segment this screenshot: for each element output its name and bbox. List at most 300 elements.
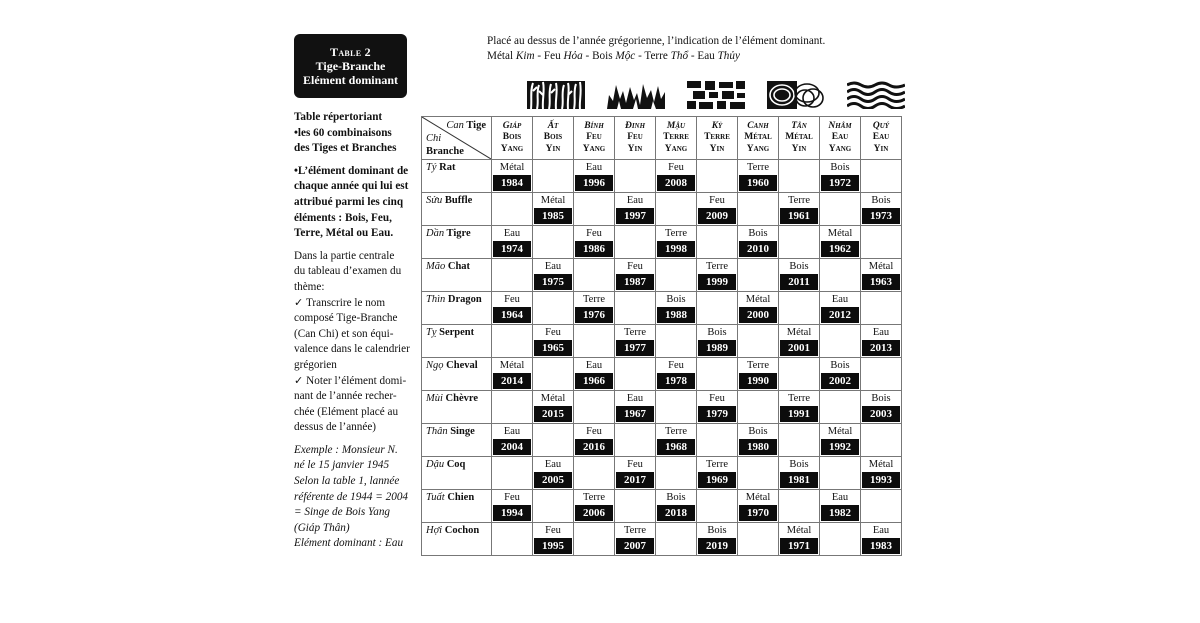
cell-year: 2006 xyxy=(575,505,613,521)
cell-element: Eau xyxy=(503,228,521,239)
caption-segment: - Feu xyxy=(534,50,564,62)
row-animal: Singe xyxy=(447,426,475,437)
table-cell xyxy=(615,424,656,457)
row-chi: Tý xyxy=(426,162,437,173)
cell-year: 1964 xyxy=(493,307,531,323)
table-cell xyxy=(656,226,697,259)
table-cell xyxy=(779,457,820,490)
column-element: Eau xyxy=(872,132,890,143)
cell-year: 2016 xyxy=(575,439,613,455)
cell-element: Métal xyxy=(786,525,812,536)
branche-label: Branche xyxy=(426,146,464,157)
sidebar-line: Selon la table 1, lannée xyxy=(294,475,400,488)
cell-year: 2004 xyxy=(493,439,531,455)
table-row xyxy=(422,160,902,193)
column-element: Métal xyxy=(744,132,772,143)
table-cell xyxy=(738,358,779,391)
table-cell xyxy=(492,292,533,325)
table-cell xyxy=(738,391,779,424)
table-cell xyxy=(615,325,656,358)
cell-year: 1968 xyxy=(657,439,695,455)
cell-element: Feu xyxy=(668,360,684,371)
row-chi: Sửu xyxy=(426,195,443,206)
table-cell xyxy=(738,193,779,226)
table-cell xyxy=(615,292,656,325)
column-header-7 xyxy=(779,117,820,160)
table-cell xyxy=(697,424,738,457)
table-cell xyxy=(697,325,738,358)
cell-element: Métal xyxy=(827,426,853,437)
column-can: Ất xyxy=(547,120,559,131)
table-row xyxy=(422,358,902,391)
table-cell xyxy=(820,457,861,490)
column-polarity: Yin xyxy=(545,143,561,154)
table-cell xyxy=(697,226,738,259)
column-element: Bois xyxy=(502,132,522,143)
cell-year: 2014 xyxy=(493,373,531,389)
column-header-8 xyxy=(820,117,861,160)
cell-element: Bois xyxy=(748,228,768,239)
table-cell xyxy=(615,391,656,424)
row-animal: Dragon xyxy=(445,294,482,305)
sidebar-line: ✓ Noter l’élément domi- xyxy=(294,374,407,387)
table-cell xyxy=(656,424,697,457)
table-cell xyxy=(738,490,779,523)
cell-year: 1981 xyxy=(780,472,818,488)
sidebar-line: •les 60 combinaisons xyxy=(294,126,392,139)
cell-year: 2019 xyxy=(698,538,736,554)
cell-year: 1967 xyxy=(616,406,654,422)
row-animal: Serpent xyxy=(436,327,475,338)
row-animal: Tigre xyxy=(444,228,471,239)
cell-year: 1982 xyxy=(821,505,859,521)
table-cell xyxy=(779,325,820,358)
row-chi: Thìn xyxy=(426,294,446,305)
table-cell xyxy=(697,523,738,556)
column-header-6 xyxy=(738,117,779,160)
column-can: Canh xyxy=(747,120,769,131)
row-header xyxy=(422,193,492,226)
table-cell xyxy=(861,325,902,358)
column-polarity: Yin xyxy=(709,143,725,154)
table-cell xyxy=(738,259,779,292)
cell-year: 1962 xyxy=(821,241,859,257)
cell-year: 2001 xyxy=(780,340,818,356)
table-cell xyxy=(738,160,779,193)
sidebar-example xyxy=(294,443,414,552)
table-cell xyxy=(861,358,902,391)
table-cell xyxy=(533,193,574,226)
column-element: Feu xyxy=(586,132,602,143)
cell-element: Métal xyxy=(868,261,894,272)
row-chi: Tỵ xyxy=(426,327,437,338)
sidebar-line: (Can Chi) et son équi- xyxy=(294,327,394,340)
table-cell xyxy=(861,160,902,193)
cell-element: Eau xyxy=(626,195,644,206)
row-header xyxy=(422,457,492,490)
table-cell xyxy=(861,193,902,226)
table-row xyxy=(422,325,902,358)
sidebar-line: du tableau d’examen du xyxy=(294,265,402,278)
cell-year: 1997 xyxy=(616,208,654,224)
row-animal: Rat xyxy=(436,162,456,173)
column-header-3 xyxy=(615,117,656,160)
table-cell xyxy=(738,523,779,556)
sidebar-line: dessus de l’année) xyxy=(294,421,377,434)
cell-year: 1992 xyxy=(821,439,859,455)
cell-element: Feu xyxy=(586,426,602,437)
row-chi: Mão xyxy=(426,261,446,272)
table-cell xyxy=(861,292,902,325)
column-header-2 xyxy=(574,117,615,160)
table-cell xyxy=(779,424,820,457)
table-cell xyxy=(656,292,697,325)
table-cell xyxy=(533,226,574,259)
row-header xyxy=(422,160,492,193)
cell-year: 1980 xyxy=(739,439,777,455)
table-cell xyxy=(697,160,738,193)
table-cell xyxy=(697,457,738,490)
row-header xyxy=(422,226,492,259)
column-can: Mậu xyxy=(666,120,686,131)
table-cell xyxy=(861,226,902,259)
caption-segment: Mộc xyxy=(615,50,636,62)
cell-element: Terre xyxy=(583,492,605,503)
caption-segment: Thủy xyxy=(717,50,740,62)
table-cell xyxy=(492,226,533,259)
table-row xyxy=(422,391,902,424)
cell-year: 1999 xyxy=(698,274,736,290)
table-cell xyxy=(615,259,656,292)
element-caption xyxy=(487,34,825,64)
sidebar-line: des Tiges et Branches xyxy=(294,142,397,155)
cell-element: Feu xyxy=(545,525,561,536)
cell-year: 1993 xyxy=(862,472,900,488)
table-cell xyxy=(574,424,615,457)
caption-segment: Métal xyxy=(487,50,516,62)
cell-element: Eau xyxy=(831,294,849,305)
caption-segment: - Eau xyxy=(688,50,718,62)
cell-element: Terre xyxy=(624,525,646,536)
table-cell xyxy=(697,259,738,292)
cell-element: Terre xyxy=(788,393,810,404)
table-row xyxy=(422,457,902,490)
cell-year: 2000 xyxy=(739,307,777,323)
cell-element: Feu xyxy=(627,261,643,272)
table-cell xyxy=(533,490,574,523)
sidebar-line: éléments : Bois, Feu, xyxy=(294,211,392,224)
row-header xyxy=(422,358,492,391)
cell-element: Métal xyxy=(499,162,525,173)
table-number: Table 2 xyxy=(330,45,371,59)
table-cell xyxy=(697,193,738,226)
cell-year: 1990 xyxy=(739,373,777,389)
caption-segment: Hỏa xyxy=(563,50,583,62)
table-cell xyxy=(574,325,615,358)
column-polarity: Yang xyxy=(828,143,852,154)
table-row xyxy=(422,259,902,292)
table-cell xyxy=(779,193,820,226)
table-cell xyxy=(738,292,779,325)
cell-element: Terre xyxy=(583,294,605,305)
table-cell xyxy=(615,523,656,556)
cell-element: Eau xyxy=(503,426,521,437)
column-can: Bính xyxy=(584,120,604,131)
column-can: Nhâm xyxy=(828,120,852,131)
row-chi: Dần xyxy=(426,228,445,239)
column-polarity: Yin xyxy=(791,143,807,154)
cell-year: 2010 xyxy=(739,241,777,257)
cell-element: Feu xyxy=(504,492,520,503)
cell-year: 1986 xyxy=(575,241,613,257)
cell-year: 1989 xyxy=(698,340,736,356)
table-cell xyxy=(779,160,820,193)
chi-label: Chi xyxy=(426,133,442,144)
table-cell xyxy=(574,226,615,259)
table-cell xyxy=(533,457,574,490)
table-cell xyxy=(656,193,697,226)
table-cell xyxy=(738,226,779,259)
cell-year: 2015 xyxy=(534,406,572,422)
cell-element: Bois xyxy=(666,492,686,503)
caption-line-1: Placé au dessus de l’année grégorienne, l’indication de l’élément dominant. xyxy=(487,35,826,47)
cell-element: Eau xyxy=(544,261,562,272)
table-cell xyxy=(738,325,779,358)
cell-year: 2013 xyxy=(862,340,900,356)
table-row xyxy=(422,523,902,556)
column-can: Đinh xyxy=(624,120,646,131)
cell-element: Terre xyxy=(706,261,728,272)
cell-year: 2018 xyxy=(657,505,695,521)
column-element: Terre xyxy=(704,132,730,143)
cell-year: 2005 xyxy=(534,472,572,488)
sidebar-line: Elément dominant : Eau xyxy=(294,537,404,550)
table-row xyxy=(422,490,902,523)
table-cell xyxy=(533,424,574,457)
table-cell xyxy=(820,325,861,358)
column-header-1 xyxy=(533,117,574,160)
cell-year: 1976 xyxy=(575,307,613,323)
element-icons xyxy=(527,81,907,111)
cell-element: Terre xyxy=(747,162,769,173)
cell-year: 1965 xyxy=(534,340,572,356)
table-cell xyxy=(738,424,779,457)
sidebar-line: •L’élément dominant de xyxy=(294,164,409,177)
cell-element: Terre xyxy=(624,327,646,338)
sidebar-line: chaque année qui lui est xyxy=(294,180,409,193)
table-cell xyxy=(779,523,820,556)
column-polarity: Yang xyxy=(582,143,606,154)
cell-year: 1969 xyxy=(698,472,736,488)
cell-year: 2017 xyxy=(616,472,654,488)
table-cell xyxy=(574,193,615,226)
table-cell xyxy=(820,490,861,523)
caption-line-2 xyxy=(487,49,825,64)
row-header xyxy=(422,391,492,424)
cell-year: 2003 xyxy=(862,406,900,422)
table-cell xyxy=(820,259,861,292)
table-cell xyxy=(656,523,697,556)
cell-year: 2012 xyxy=(821,307,859,323)
sidebar-line: référente de 1944 = 2004 xyxy=(294,490,409,503)
cell-year: 2002 xyxy=(821,373,859,389)
table-cell xyxy=(492,193,533,226)
sidebar-line: ✓ Transcrire le nom xyxy=(294,296,386,309)
sidebar-line: Dans la partie centrale xyxy=(294,249,395,262)
cell-year: 1970 xyxy=(739,505,777,521)
table-cell xyxy=(738,457,779,490)
table-cell xyxy=(574,259,615,292)
caption-segment: Thổ xyxy=(670,50,689,62)
cell-year: 1963 xyxy=(862,274,900,290)
column-header-5 xyxy=(697,117,738,160)
sidebar-line: nant de l’année recher- xyxy=(294,390,397,403)
cell-year: 1996 xyxy=(575,175,613,191)
cell-element: Feu xyxy=(709,393,725,404)
table-cell xyxy=(492,523,533,556)
table-cell xyxy=(533,358,574,391)
table-cell xyxy=(656,358,697,391)
table-cell xyxy=(492,391,533,424)
row-header xyxy=(422,259,492,292)
table-cell xyxy=(697,292,738,325)
table-cell xyxy=(779,259,820,292)
cell-element: Bois xyxy=(789,459,809,470)
table-cell xyxy=(615,490,656,523)
cell-element: Bois xyxy=(830,162,850,173)
cell-element: Bois xyxy=(789,261,809,272)
cell-element: Terre xyxy=(706,459,728,470)
cell-element: Métal xyxy=(745,492,771,503)
row-animal: Chien xyxy=(444,492,475,503)
sidebar-intro xyxy=(294,110,414,157)
table-cell xyxy=(697,391,738,424)
cell-element: Feu xyxy=(627,459,643,470)
table-cell xyxy=(861,391,902,424)
table-cell xyxy=(492,325,533,358)
cell-year: 1960 xyxy=(739,175,777,191)
table-cell xyxy=(492,490,533,523)
cell-year: 1998 xyxy=(657,241,695,257)
row-chi: Ngọ xyxy=(426,360,444,371)
cell-element: Bois xyxy=(707,525,727,536)
cell-year: 2007 xyxy=(616,538,654,554)
row-header xyxy=(422,325,492,358)
tige-label: Tige xyxy=(463,120,486,131)
table-cell xyxy=(656,457,697,490)
column-element: Terre xyxy=(663,132,689,143)
table-cell xyxy=(574,457,615,490)
cell-year: 1972 xyxy=(821,175,859,191)
table-cell xyxy=(820,523,861,556)
cell-element: Feu xyxy=(504,294,520,305)
cell-element: Eau xyxy=(585,162,603,173)
table-cell xyxy=(492,259,533,292)
table-cell xyxy=(656,259,697,292)
bois-pattern-icon xyxy=(527,81,585,109)
cell-year: 2008 xyxy=(657,175,695,191)
cell-year: 2011 xyxy=(780,274,818,290)
cell-element: Eau xyxy=(872,327,890,338)
row-animal: Cheval xyxy=(443,360,478,371)
table-cell xyxy=(574,490,615,523)
cell-element: Eau xyxy=(585,360,603,371)
table-cell xyxy=(533,259,574,292)
cell-element: Eau xyxy=(626,393,644,404)
row-chi: Dậu xyxy=(426,459,445,470)
caption-segment: - Bois xyxy=(582,50,616,62)
sidebar-line: chée (Elément placé au xyxy=(294,405,399,418)
column-header-4 xyxy=(656,117,697,160)
feu-pattern-icon xyxy=(607,81,665,109)
table-cell xyxy=(492,424,533,457)
cell-element: Bois xyxy=(748,426,768,437)
cell-element: Eau xyxy=(831,492,849,503)
table-cell xyxy=(615,457,656,490)
table-cell xyxy=(820,226,861,259)
cell-year: 1991 xyxy=(780,406,818,422)
table-cell xyxy=(492,160,533,193)
cell-element: Terre xyxy=(665,426,687,437)
cell-year: 1973 xyxy=(862,208,900,224)
cell-year: 1977 xyxy=(616,340,654,356)
column-can: Tân xyxy=(791,120,807,131)
cell-year: 1975 xyxy=(534,274,572,290)
cell-year: 1985 xyxy=(534,208,572,224)
table-cell xyxy=(779,358,820,391)
cell-element: Terre xyxy=(747,360,769,371)
column-polarity: Yang xyxy=(664,143,688,154)
table-cell xyxy=(533,391,574,424)
cell-element: Métal xyxy=(745,294,771,305)
cell-element: Bois xyxy=(707,327,727,338)
sidebar-line: grégorien xyxy=(294,358,337,371)
cell-element: Bois xyxy=(871,393,891,404)
cell-year: 1966 xyxy=(575,373,613,389)
cell-element: Métal xyxy=(540,195,566,206)
table-cell xyxy=(779,292,820,325)
table-cell xyxy=(574,358,615,391)
cell-year: 1983 xyxy=(862,538,900,554)
can-label: Can xyxy=(446,120,464,131)
cell-element: Métal xyxy=(499,360,525,371)
table-cell xyxy=(861,259,902,292)
cell-element: Métal xyxy=(827,228,853,239)
cell-year: 1978 xyxy=(657,373,695,389)
column-polarity: Yin xyxy=(873,143,889,154)
sidebar-line: (Giáp Thân) xyxy=(294,521,350,534)
column-polarity: Yin xyxy=(627,143,643,154)
column-polarity: Yang xyxy=(746,143,770,154)
table-cell xyxy=(820,424,861,457)
cell-year: 1984 xyxy=(493,175,531,191)
row-chi: Hợi xyxy=(426,525,443,536)
table-cell xyxy=(574,160,615,193)
column-element: Feu xyxy=(627,132,643,143)
sidebar-line: valence dans le calendrier xyxy=(294,343,410,356)
tige-branche-table xyxy=(421,116,902,556)
sidebar-line: attribué parmi les cinq xyxy=(294,195,404,208)
caption-segment: Kim xyxy=(515,50,535,62)
cell-element: Feu xyxy=(668,162,684,173)
cell-element: Bois xyxy=(871,195,891,206)
row-animal: Coq xyxy=(444,459,466,470)
column-can: Kỷ xyxy=(711,120,723,131)
table-cell xyxy=(615,193,656,226)
column-element: Bois xyxy=(543,132,563,143)
column-header-0 xyxy=(492,117,533,160)
row-chi: Mùi xyxy=(426,393,443,404)
